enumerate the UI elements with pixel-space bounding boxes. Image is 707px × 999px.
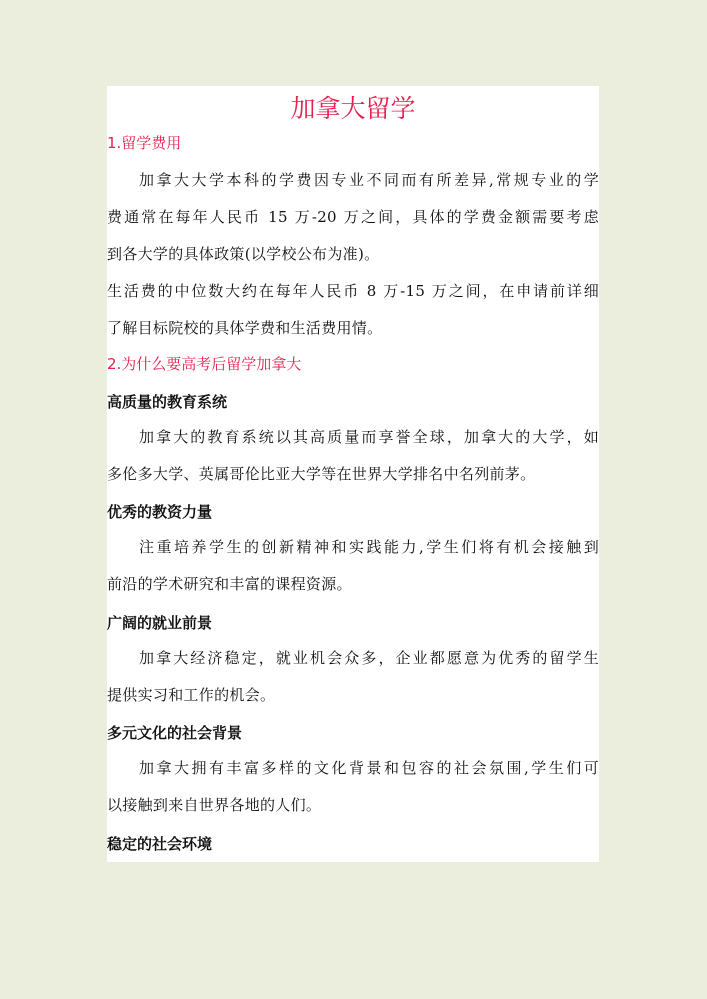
paragraph-line: 提供实习和工作的机会。 [107,686,276,704]
paragraph-line: 生活费的中位数大约在每年人民币 8 万-15 万之间，在申请前详细 [107,282,599,300]
paragraph-line: 加拿大大学本科的学费因专业不同而有所差异,常规专业的学 [139,171,599,189]
paragraph-line: 了解目标院校的具体学费和生活费用情。 [107,319,383,337]
section-heading-why-canada: 2.为什么要高考后留学加拿大 [107,355,302,373]
subheading-multicultural: 多元文化的社会背景 [107,724,243,742]
paragraph-multicultural [107,750,599,824]
document-title: 加拿大留学 [290,94,416,123]
subheading-education-quality: 高质量的教育系统 [107,393,228,411]
paragraph-living-costs [107,273,599,347]
paragraph-line: 注重培养学生的创新精神和实践能力,学生们将有机会接触到 [139,538,599,556]
paragraph-line: 加拿大经济稳定，就业机会众多，企业都愿意为优秀的留学生 [139,649,599,667]
paragraph-line: 加拿大拥有丰富多样的文化背景和包容的社会氛围,学生们可 [139,759,599,777]
section-heading-fees: 1.留学费用 [107,134,182,152]
subheading-employment: 广阔的就业前景 [107,614,213,632]
paragraph-line: 到各大学的具体政策(以学校公布为准)。 [107,245,380,263]
paragraph-faculty [107,529,599,603]
paragraph-education-quality [107,419,599,493]
document-page [107,86,599,862]
paragraph-tuition [107,162,599,273]
subheading-stable-society: 稳定的社会环境 [107,835,213,853]
paragraph-line: 加拿大的教育系统以其高质量而享誉全球，加拿大的大学，如 [139,428,599,446]
paragraph-line: 前沿的学术研究和丰富的课程资源。 [107,575,352,593]
paragraph-line: 以接触到来自世界各地的人们。 [107,796,322,814]
paragraph-line: 多伦多大学、英属哥伦比亚大学等在世界大学排名中名列前茅。 [107,465,536,483]
paragraph-employment [107,640,599,714]
subheading-faculty: 优秀的教资力量 [107,503,213,521]
paragraph-line: 费通常在每年人民币 15 万-20 万之间，具体的学费金额需要考虑 [107,208,599,226]
